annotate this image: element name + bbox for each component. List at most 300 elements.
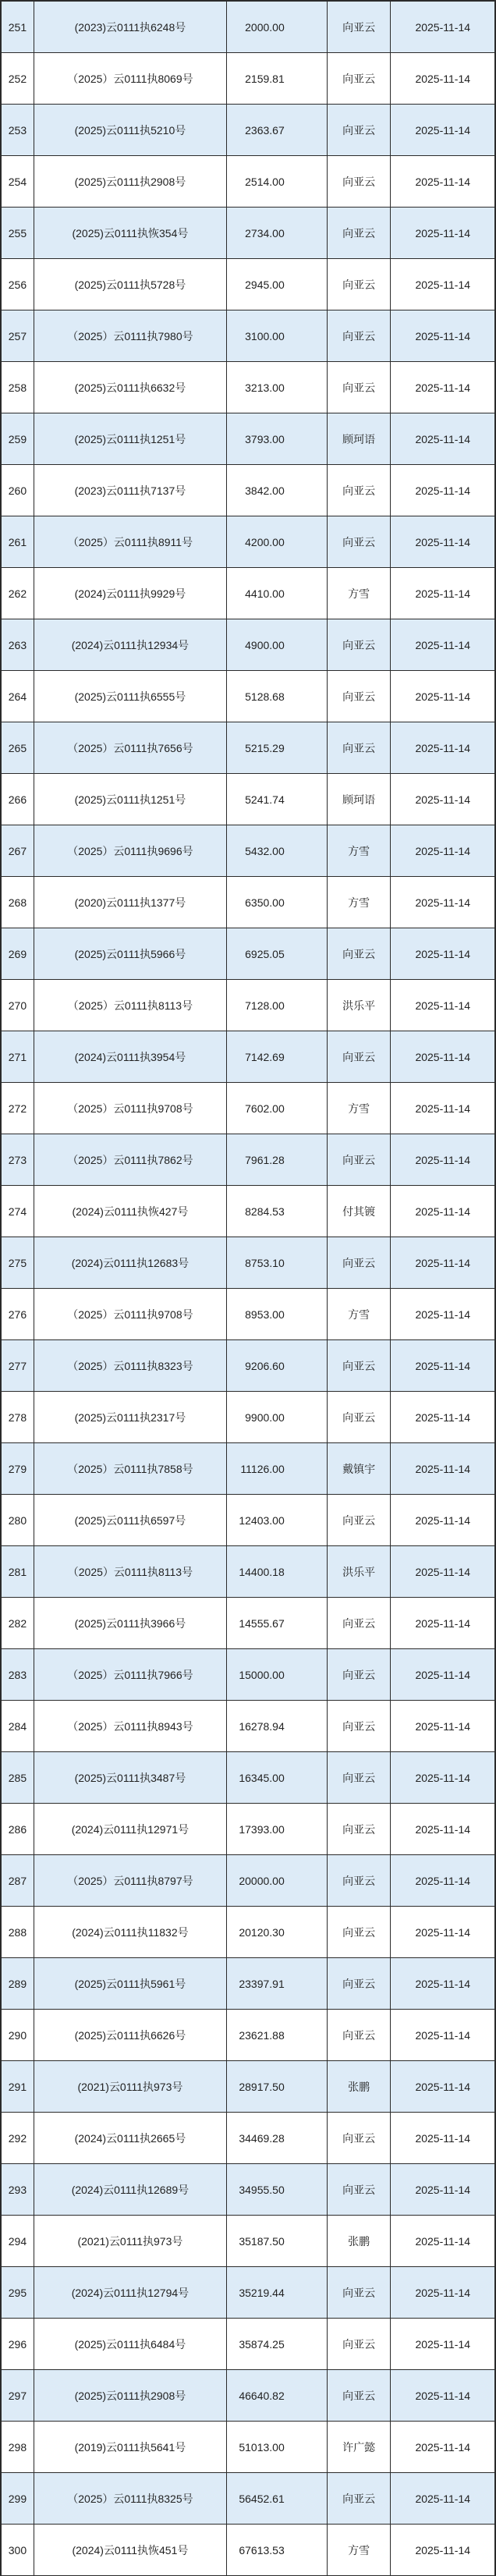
amount-cell: 5241.74: [227, 774, 328, 825]
row-number-cell: 272: [2, 1083, 34, 1134]
handler-name-cell: 方雪: [328, 1083, 391, 1134]
case-number-cell: (2025)云0111执2317号: [34, 1392, 227, 1442]
date-cell: 2025-11-14: [391, 1237, 496, 1288]
date-cell: 2025-11-14: [391, 825, 496, 876]
case-number-cell: (2025)云0111执6555号: [34, 671, 227, 722]
table-row: [2, 774, 496, 825]
amount-cell: 35219.44: [227, 2267, 328, 2318]
amount-cell: 23621.88: [227, 2010, 328, 2060]
case-number-cell: （2025）云0111执8325号: [34, 2473, 227, 2524]
handler-name-cell: 向亚云: [328, 2267, 391, 2318]
amount-cell: 35874.25: [227, 2319, 328, 2369]
handler-name-cell: 向亚云: [328, 310, 391, 361]
amount-cell: 3842.00: [227, 465, 328, 516]
table-row: [2, 1134, 496, 1186]
case-number-cell: (2019)云0111执5641号: [34, 2422, 227, 2472]
amount-cell: 7961.28: [227, 1134, 328, 1185]
date-cell: 2025-11-14: [391, 1958, 496, 2009]
row-number-cell: 251: [2, 2, 34, 52]
handler-name-cell: 向亚云: [328, 2113, 391, 2163]
date-cell: 2025-11-14: [391, 53, 496, 104]
date-cell: 2025-11-14: [391, 2370, 496, 2421]
row-number-cell: 268: [2, 877, 34, 928]
date-cell: 2025-11-14: [391, 980, 496, 1031]
date-cell: 2025-11-14: [391, 105, 496, 155]
row-number-cell: 297: [2, 2370, 34, 2421]
handler-name-cell: 方雪: [328, 568, 391, 619]
handler-name-cell: 向亚云: [328, 465, 391, 516]
handler-name-cell: 付其镀: [328, 1186, 391, 1237]
case-number-cell: (2024)云0111执12683号: [34, 1237, 227, 1288]
amount-cell: 35187.50: [227, 2216, 328, 2266]
amount-cell: 6350.00: [227, 877, 328, 928]
table-row: [2, 568, 496, 619]
date-cell: 2025-11-14: [391, 1443, 496, 1494]
table-row: [2, 2267, 496, 2319]
handler-name-cell: 向亚云: [328, 1701, 391, 1751]
amount-cell: 34955.50: [227, 2164, 328, 2215]
row-number-cell: 281: [2, 1546, 34, 1597]
table-row: [2, 259, 496, 310]
date-cell: 2025-11-14: [391, 2473, 496, 2524]
handler-name-cell: 向亚云: [328, 671, 391, 722]
amount-cell: 14400.18: [227, 1546, 328, 1597]
amount-cell: 3793.00: [227, 413, 328, 464]
handler-name-cell: 向亚云: [328, 2370, 391, 2421]
amount-cell: 16345.00: [227, 1752, 328, 1803]
amount-cell: 51013.00: [227, 2422, 328, 2472]
amount-cell: 20000.00: [227, 1855, 328, 1906]
case-number-cell: （2025）云0111执7858号: [34, 1443, 227, 1494]
row-number-cell: 271: [2, 1031, 34, 1082]
table-row: [2, 2473, 496, 2525]
row-number-cell: 257: [2, 310, 34, 361]
row-number-cell: 277: [2, 1340, 34, 1391]
date-cell: 2025-11-14: [391, 877, 496, 928]
table-row: [2, 413, 496, 465]
date-cell: 2025-11-14: [391, 619, 496, 670]
date-cell: 2025-11-14: [391, 208, 496, 258]
case-number-cell: （2025）云0111执8113号: [34, 980, 227, 1031]
date-cell: 2025-11-14: [391, 1392, 496, 1442]
row-number-cell: 275: [2, 1237, 34, 1288]
handler-name-cell: 方雪: [328, 825, 391, 876]
row-number-cell: 292: [2, 2113, 34, 2163]
row-number-cell: 278: [2, 1392, 34, 1442]
handler-name-cell: 向亚云: [328, 1340, 391, 1391]
amount-cell: 20120.30: [227, 1907, 328, 1957]
date-cell: 2025-11-14: [391, 2113, 496, 2163]
case-number-cell: (2024)云0111执12971号: [34, 1804, 227, 1854]
amount-cell: 2363.67: [227, 105, 328, 155]
case-number-cell: (2025)云0111执5961号: [34, 1958, 227, 2009]
handler-name-cell: 向亚云: [328, 1649, 391, 1700]
row-number-cell: 298: [2, 2422, 34, 2472]
amount-cell: 14555.67: [227, 1598, 328, 1648]
row-number-cell: 276: [2, 1289, 34, 1339]
row-number-cell: 294: [2, 2216, 34, 2266]
row-number-cell: 282: [2, 1598, 34, 1648]
handler-name-cell: 向亚云: [328, 1752, 391, 1803]
table-row: [2, 1958, 496, 2010]
row-number-cell: 286: [2, 1804, 34, 1854]
amount-cell: 8953.00: [227, 1289, 328, 1339]
table-row: [2, 53, 496, 105]
table-row: [2, 2164, 496, 2216]
amount-cell: 2159.81: [227, 53, 328, 104]
amount-cell: 6925.05: [227, 928, 328, 979]
table-row: [2, 1031, 496, 1083]
case-number-cell: （2025）云0111执7966号: [34, 1649, 227, 1700]
amount-cell: 7128.00: [227, 980, 328, 1031]
case-number-cell: (2025)云0111执6632号: [34, 362, 227, 413]
case-number-cell: (2024)云0111执恢451号: [34, 2525, 227, 2575]
row-number-cell: 295: [2, 2267, 34, 2318]
handler-name-cell: 向亚云: [328, 156, 391, 207]
table-row: [2, 1907, 496, 1958]
date-cell: 2025-11-14: [391, 1649, 496, 1700]
table-row: [2, 1392, 496, 1443]
table-row: [2, 980, 496, 1031]
amount-cell: 8284.53: [227, 1186, 328, 1237]
case-number-cell: （2025）云0111执7656号: [34, 722, 227, 773]
case-number-cell: （2025）云0111执8797号: [34, 1855, 227, 1906]
row-number-cell: 273: [2, 1134, 34, 1185]
date-cell: 2025-11-14: [391, 1495, 496, 1545]
table-row: [2, 156, 496, 208]
handler-name-cell: 方雪: [328, 1289, 391, 1339]
row-number-cell: 260: [2, 465, 34, 516]
amount-cell: 3100.00: [227, 310, 328, 361]
case-number-cell: (2024)云0111执9929号: [34, 568, 227, 619]
amount-cell: 3213.00: [227, 362, 328, 413]
case-number-cell: (2020)云0111执1377号: [34, 877, 227, 928]
date-cell: 2025-11-14: [391, 516, 496, 567]
amount-cell: 34469.28: [227, 2113, 328, 2163]
table-row: [2, 928, 496, 980]
case-number-cell: (2025)云0111执1251号: [34, 413, 227, 464]
amount-cell: 12403.00: [227, 1495, 328, 1545]
row-number-cell: 293: [2, 2164, 34, 2215]
date-cell: 2025-11-14: [391, 2319, 496, 2369]
date-cell: 2025-11-14: [391, 1186, 496, 1237]
case-number-cell: (2025)云0111执3487号: [34, 1752, 227, 1803]
row-number-cell: 269: [2, 928, 34, 979]
table-row: [2, 465, 496, 516]
table-row: [2, 1855, 496, 1907]
handler-name-cell: 向亚云: [328, 2164, 391, 2215]
handler-name-cell: 向亚云: [328, 1031, 391, 1082]
date-cell: 2025-11-14: [391, 1546, 496, 1597]
handler-name-cell: 张鹏: [328, 2216, 391, 2266]
table-row: [2, 1237, 496, 1289]
table-row: [2, 1443, 496, 1495]
case-number-cell: （2025）云0111执7862号: [34, 1134, 227, 1185]
date-cell: 2025-11-14: [391, 2, 496, 52]
handler-name-cell: 向亚云: [328, 259, 391, 310]
amount-cell: 5215.29: [227, 722, 328, 773]
table-row: [2, 1340, 496, 1392]
date-cell: 2025-11-14: [391, 2061, 496, 2112]
table-row: [2, 1289, 496, 1340]
case-number-cell: (2024)云0111执12934号: [34, 619, 227, 670]
handler-name-cell: 向亚云: [328, 362, 391, 413]
amount-cell: 5432.00: [227, 825, 328, 876]
handler-name-cell: 许广懿: [328, 2422, 391, 2472]
case-number-cell: （2025）云0111执8943号: [34, 1701, 227, 1751]
amount-cell: 5128.68: [227, 671, 328, 722]
amount-cell: 9900.00: [227, 1392, 328, 1442]
date-cell: 2025-11-14: [391, 259, 496, 310]
table-row: [2, 310, 496, 362]
case-number-cell: (2025)云0111执2908号: [34, 2370, 227, 2421]
date-cell: 2025-11-14: [391, 1907, 496, 1957]
case-number-cell: (2024)云0111执12794号: [34, 2267, 227, 2318]
handler-name-cell: 向亚云: [328, 53, 391, 104]
table-row: [2, 722, 496, 774]
row-number-cell: 261: [2, 516, 34, 567]
amount-cell: 46640.82: [227, 2370, 328, 2421]
row-number-cell: 262: [2, 568, 34, 619]
case-number-cell: (2021)云0111执973号: [34, 2061, 227, 2112]
row-number-cell: 252: [2, 53, 34, 104]
table-row: [2, 671, 496, 722]
case-number-cell: (2025)云0111执2908号: [34, 156, 227, 207]
handler-name-cell: 向亚云: [328, 1392, 391, 1442]
amount-cell: 4410.00: [227, 568, 328, 619]
row-number-cell: 270: [2, 980, 34, 1031]
date-cell: 2025-11-14: [391, 1598, 496, 1648]
amount-cell: 17393.00: [227, 1804, 328, 1854]
case-number-cell: （2025）云0111执8069号: [34, 53, 227, 104]
table-row: [2, 2010, 496, 2061]
handler-name-cell: 洪乐平: [328, 980, 391, 1031]
table-row: [2, 362, 496, 413]
date-cell: 2025-11-14: [391, 2267, 496, 2318]
row-number-cell: 254: [2, 156, 34, 207]
table-row: [2, 1083, 496, 1134]
handler-name-cell: 向亚云: [328, 1134, 391, 1185]
amount-cell: 16278.94: [227, 1701, 328, 1751]
handler-name-cell: 向亚云: [328, 1237, 391, 1288]
handler-name-cell: 向亚云: [328, 2010, 391, 2060]
amount-cell: 2734.00: [227, 208, 328, 258]
row-number-cell: 265: [2, 722, 34, 773]
case-number-cell: (2021)云0111执973号: [34, 2216, 227, 2266]
amount-cell: 2945.00: [227, 259, 328, 310]
date-cell: 2025-11-14: [391, 2525, 496, 2575]
row-number-cell: 266: [2, 774, 34, 825]
date-cell: 2025-11-14: [391, 1855, 496, 1906]
amount-cell: 23397.91: [227, 1958, 328, 2009]
amount-cell: 9206.60: [227, 1340, 328, 1391]
table-row: [2, 1752, 496, 1804]
handler-name-cell: 方雪: [328, 2525, 391, 2575]
handler-name-cell: 向亚云: [328, 1855, 391, 1906]
row-number-cell: 299: [2, 2473, 34, 2524]
table-row: [2, 1804, 496, 1855]
handler-name-cell: 向亚云: [328, 1495, 391, 1545]
handler-name-cell: 方雪: [328, 877, 391, 928]
case-number-cell: (2025)云0111执6626号: [34, 2010, 227, 2060]
case-number-cell: (2023)云0111执6248号: [34, 2, 227, 52]
handler-name-cell: 顾珂语: [328, 774, 391, 825]
handler-name-cell: 向亚云: [328, 516, 391, 567]
table-row: [2, 1649, 496, 1701]
table-row: [2, 2319, 496, 2370]
row-number-cell: 259: [2, 413, 34, 464]
date-cell: 2025-11-14: [391, 774, 496, 825]
amount-cell: 4900.00: [227, 619, 328, 670]
handler-name-cell: 向亚云: [328, 2319, 391, 2369]
table-row: [2, 2525, 496, 2576]
table-row: [2, 2370, 496, 2422]
handler-name-cell: 向亚云: [328, 105, 391, 155]
amount-cell: 28917.50: [227, 2061, 328, 2112]
amount-cell: 11126.00: [227, 1443, 328, 1494]
table-row: [2, 1701, 496, 1752]
row-number-cell: 253: [2, 105, 34, 155]
date-cell: 2025-11-14: [391, 2010, 496, 2060]
case-number-cell: （2025）云0111执8323号: [34, 1340, 227, 1391]
case-number-cell: (2024)云0111执12689号: [34, 2164, 227, 2215]
handler-name-cell: 向亚云: [328, 1598, 391, 1648]
date-cell: 2025-11-14: [391, 2216, 496, 2266]
date-cell: 2025-11-14: [391, 1134, 496, 1185]
date-cell: 2025-11-14: [391, 928, 496, 979]
table-row: [2, 1495, 496, 1546]
table-row: [2, 877, 496, 928]
row-number-cell: 296: [2, 2319, 34, 2369]
amount-cell: 67613.53: [227, 2525, 328, 2575]
row-number-cell: 289: [2, 1958, 34, 2009]
row-number-cell: 255: [2, 208, 34, 258]
case-number-cell: (2025)云0111执1251号: [34, 774, 227, 825]
handler-name-cell: 戴镇宇: [328, 1443, 391, 1494]
row-number-cell: 264: [2, 671, 34, 722]
row-number-cell: 285: [2, 1752, 34, 1803]
handler-name-cell: 向亚云: [328, 1958, 391, 2009]
case-number-cell: (2025)云0111执6484号: [34, 2319, 227, 2369]
date-cell: 2025-11-14: [391, 413, 496, 464]
row-number-cell: 288: [2, 1907, 34, 1957]
row-number-cell: 291: [2, 2061, 34, 2112]
table-row: [2, 2, 496, 53]
handler-name-cell: 向亚云: [328, 619, 391, 670]
date-cell: 2025-11-14: [391, 1752, 496, 1803]
handler-name-cell: 向亚云: [328, 722, 391, 773]
case-number-cell: （2025）云0111执8911号: [34, 516, 227, 567]
case-number-cell: (2025)云0111执5210号: [34, 105, 227, 155]
table-row: [2, 1186, 496, 1237]
date-cell: 2025-11-14: [391, 1083, 496, 1134]
table-row: [2, 516, 496, 568]
row-number-cell: 287: [2, 1855, 34, 1906]
date-cell: 2025-11-14: [391, 671, 496, 722]
case-number-cell: （2025）云0111执8113号: [34, 1546, 227, 1597]
case-number-cell: （2025）云0111执7980号: [34, 310, 227, 361]
row-number-cell: 258: [2, 362, 34, 413]
handler-name-cell: 向亚云: [328, 208, 391, 258]
table-row: [2, 2113, 496, 2164]
date-cell: 2025-11-14: [391, 1804, 496, 1854]
row-number-cell: 256: [2, 259, 34, 310]
handler-name-cell: 向亚云: [328, 1907, 391, 1957]
handler-name-cell: 向亚云: [328, 928, 391, 979]
table-row: [2, 105, 496, 156]
case-number-cell: （2025）云0111执9708号: [34, 1083, 227, 1134]
case-number-cell: （2025）云0111执9708号: [34, 1289, 227, 1339]
amount-cell: 15000.00: [227, 1649, 328, 1700]
amount-cell: 7142.69: [227, 1031, 328, 1082]
case-number-cell: (2025)云0111执3966号: [34, 1598, 227, 1648]
date-cell: 2025-11-14: [391, 2164, 496, 2215]
row-number-cell: 279: [2, 1443, 34, 1494]
row-number-cell: 267: [2, 825, 34, 876]
case-number-cell: (2024)云0111执11832号: [34, 1907, 227, 1957]
amount-cell: 2000.00: [227, 2, 328, 52]
table-row: [2, 825, 496, 877]
row-number-cell: 283: [2, 1649, 34, 1700]
table-row: [2, 2061, 496, 2113]
date-cell: 2025-11-14: [391, 1701, 496, 1751]
date-cell: 2025-11-14: [391, 1031, 496, 1082]
case-number-cell: （2025）云0111执9696号: [34, 825, 227, 876]
case-number-cell: (2024)云0111执3954号: [34, 1031, 227, 1082]
date-cell: 2025-11-14: [391, 1340, 496, 1391]
date-cell: 2025-11-14: [391, 156, 496, 207]
case-number-cell: (2025)云0111执5966号: [34, 928, 227, 979]
date-cell: 2025-11-14: [391, 1289, 496, 1339]
amount-cell: 8753.10: [227, 1237, 328, 1288]
handler-name-cell: 向亚云: [328, 1804, 391, 1854]
case-number-cell: (2025)云0111执恢354号: [34, 208, 227, 258]
date-cell: 2025-11-14: [391, 568, 496, 619]
table-row: [2, 2216, 496, 2267]
row-number-cell: 263: [2, 619, 34, 670]
date-cell: 2025-11-14: [391, 362, 496, 413]
date-cell: 2025-11-14: [391, 2422, 496, 2472]
row-number-cell: 300: [2, 2525, 34, 2575]
case-number-cell: (2024)云0111执2665号: [34, 2113, 227, 2163]
row-number-cell: 280: [2, 1495, 34, 1545]
amount-cell: 56452.61: [227, 2473, 328, 2524]
amount-cell: 2514.00: [227, 156, 328, 207]
date-cell: 2025-11-14: [391, 465, 496, 516]
handler-name-cell: 洪乐平: [328, 1546, 391, 1597]
date-cell: 2025-11-14: [391, 722, 496, 773]
row-number-cell: 284: [2, 1701, 34, 1751]
handler-name-cell: 向亚云: [328, 2, 391, 52]
row-number-cell: 274: [2, 1186, 34, 1237]
handler-name-cell: 张鹏: [328, 2061, 391, 2112]
case-number-cell: (2025)云0111执5728号: [34, 259, 227, 310]
date-cell: 2025-11-14: [391, 310, 496, 361]
handler-name-cell: 顾珂语: [328, 413, 391, 464]
amount-cell: 7602.00: [227, 1083, 328, 1134]
amount-cell: 4200.00: [227, 516, 328, 567]
case-number-cell: (2024)云0111执恢427号: [34, 1186, 227, 1237]
table-row: [2, 1546, 496, 1598]
table-row: [2, 208, 496, 259]
row-number-cell: 290: [2, 2010, 34, 2060]
case-number-cell: (2023)云0111执7137号: [34, 465, 227, 516]
handler-name-cell: 向亚云: [328, 2473, 391, 2524]
table-row: [2, 2422, 496, 2473]
table-row: [2, 1598, 496, 1649]
table-row: [2, 619, 496, 671]
case-number-cell: (2025)云0111执6597号: [34, 1495, 227, 1545]
